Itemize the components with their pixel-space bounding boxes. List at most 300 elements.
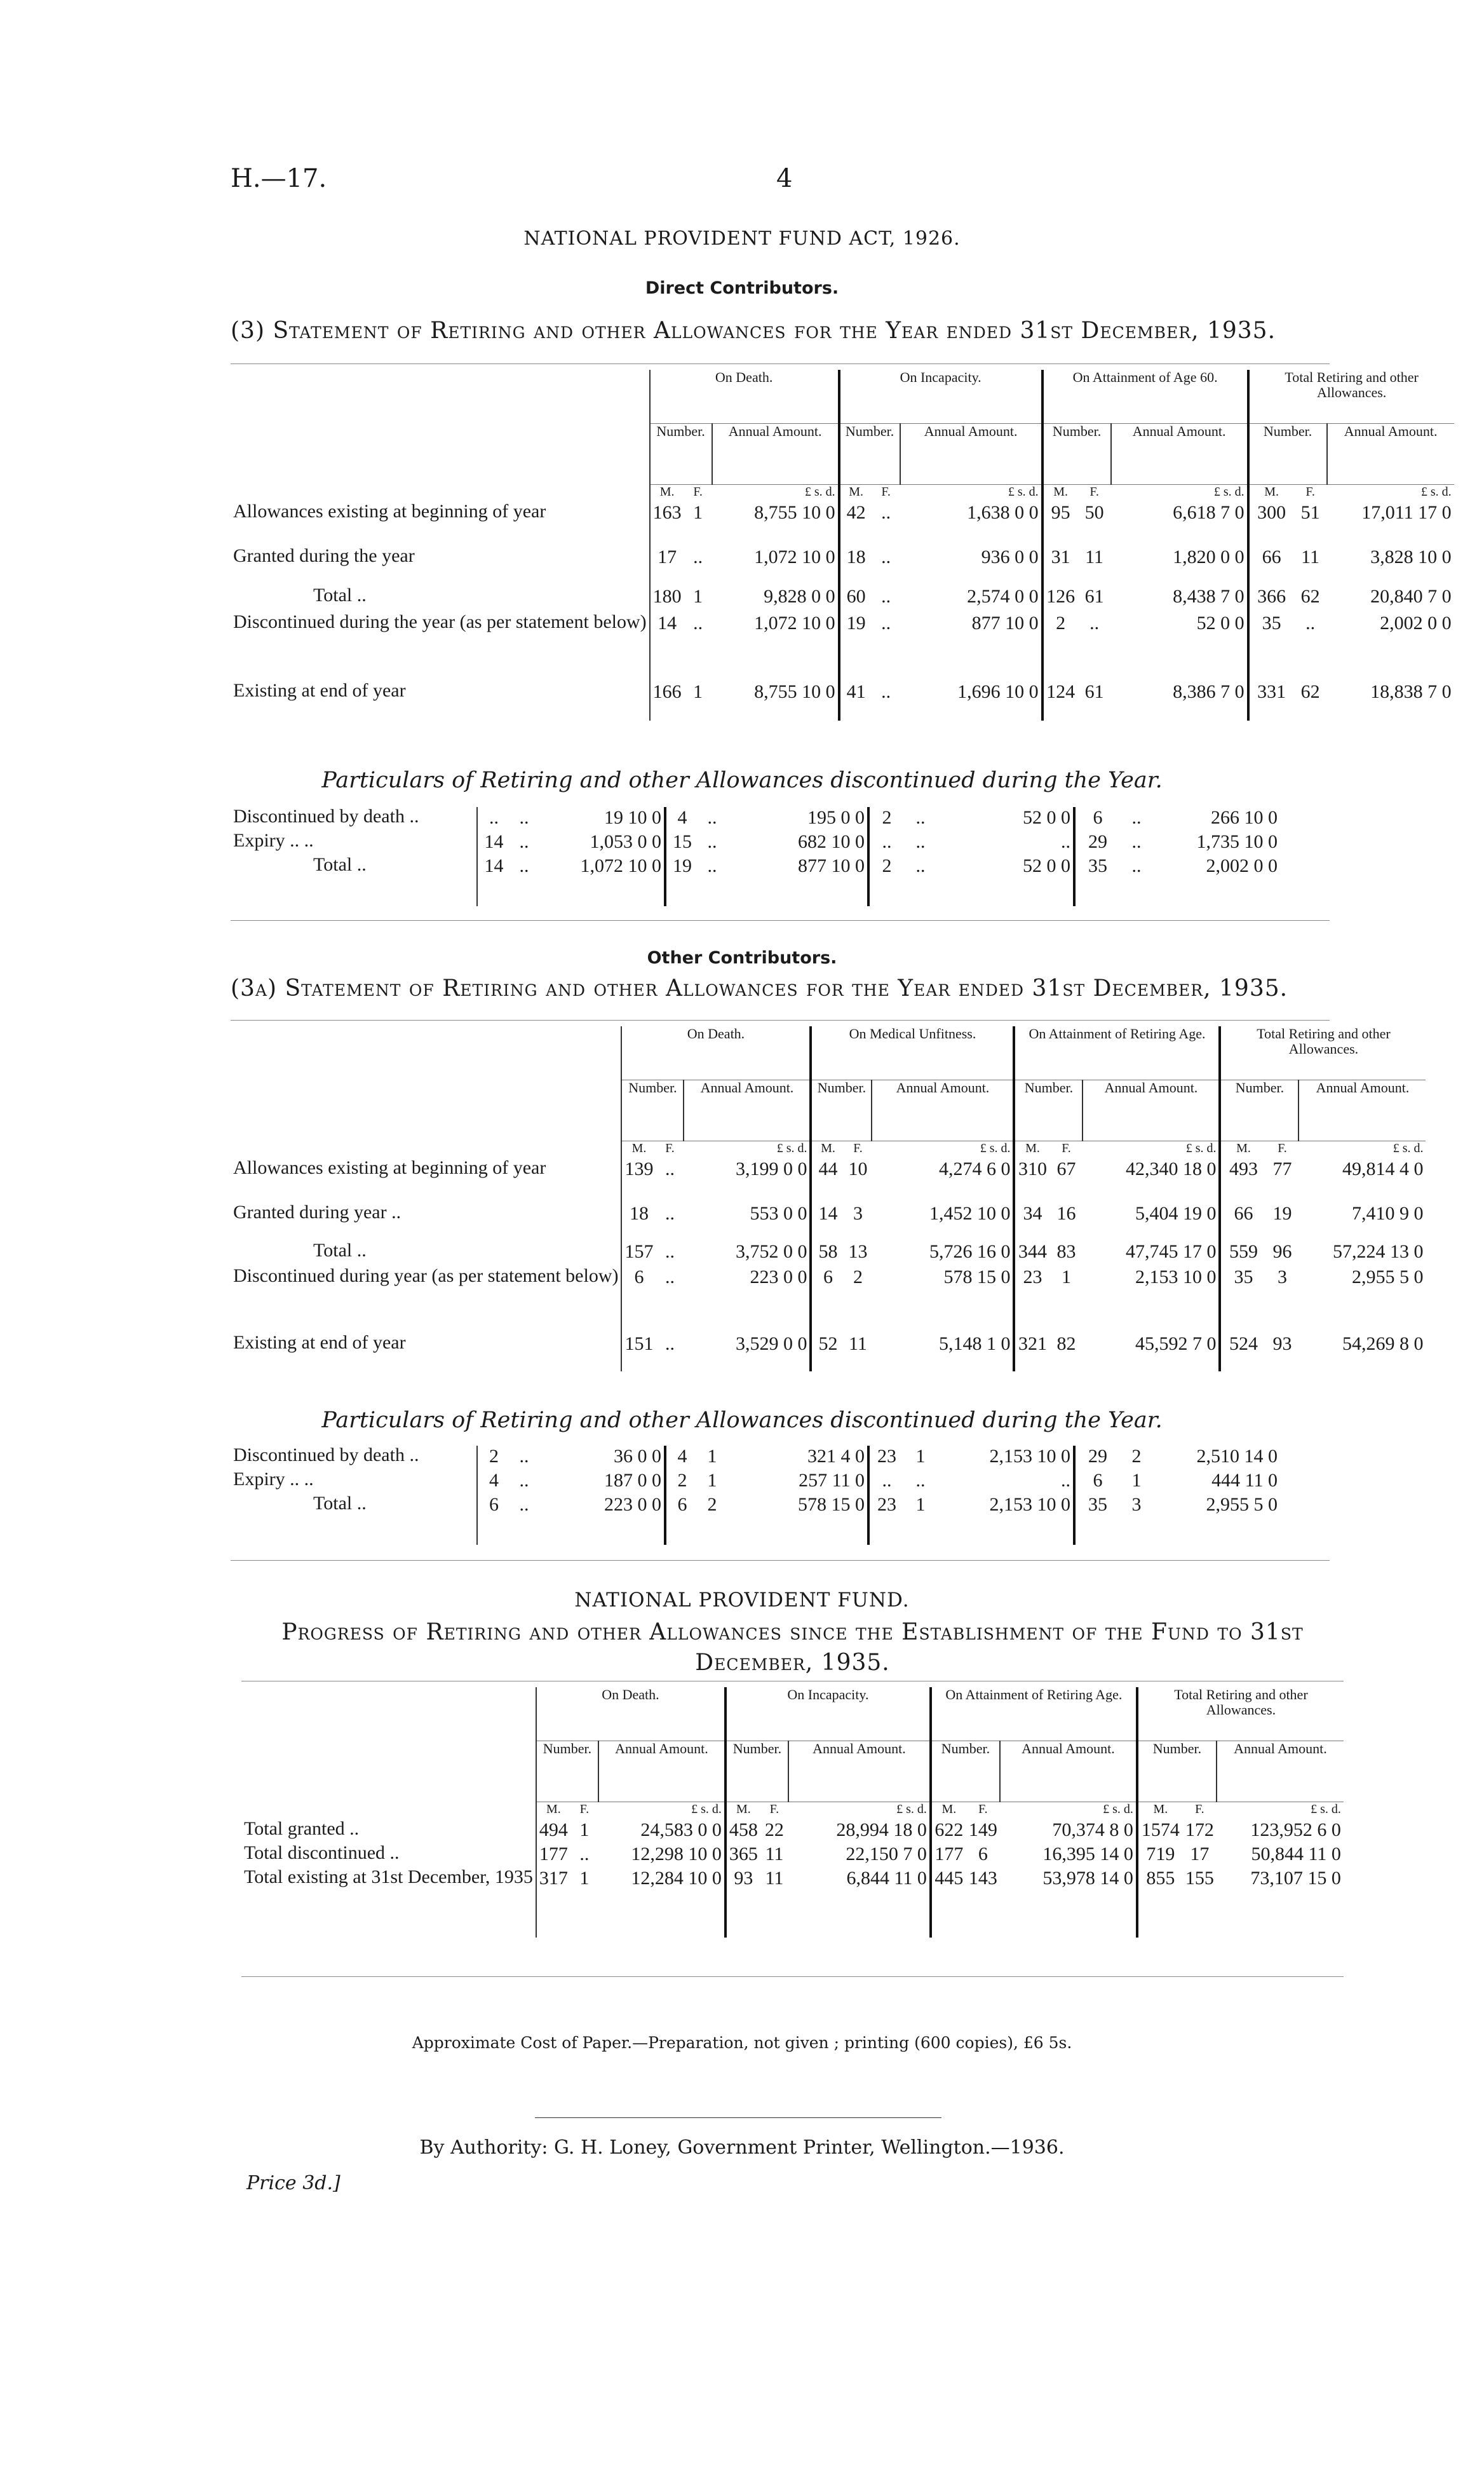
row-label: Discontinued by death .. — [233, 807, 419, 827]
section-subtitle: NATIONAL PROVIDENT FUND. — [574, 1589, 910, 1612]
male-count: 177 — [536, 1844, 570, 1868]
annual-amount: 52 0 0 — [1196, 613, 1245, 634]
female-count: .. — [664, 1158, 675, 1179]
female-count: .. — [519, 1494, 529, 1515]
number-header: Number. — [536, 1741, 598, 1802]
female-count: 51 — [1300, 502, 1320, 523]
row-label: Existing at end of year — [233, 681, 406, 701]
female-count: .. — [693, 547, 703, 567]
female-count: 1 — [915, 1494, 926, 1515]
column-group-header: On Death. — [650, 370, 839, 423]
male-count: 317 — [536, 1868, 570, 1938]
column-group-header: On Incapacity. — [725, 1687, 931, 1741]
female-count: 11 — [1085, 547, 1104, 567]
number-header: Number. — [1137, 1741, 1217, 1802]
annual-amount-header: Annual Amount. — [900, 423, 1042, 484]
female-count: 11 — [765, 1868, 784, 1889]
female-count: .. — [664, 1333, 675, 1354]
row-label: Discontinued during year (as per statement below) — [233, 1266, 619, 1286]
male-count: 23 — [868, 1494, 904, 1545]
annual-amount: 5,726 16 0 — [929, 1241, 1011, 1262]
annual-amount: 223 0 0 — [604, 1494, 661, 1515]
male-count: 6 — [1074, 807, 1120, 831]
row-label: Total .. — [313, 586, 367, 606]
unit-row-label — [241, 1802, 536, 1819]
annual-amount: 1,072 10 0 — [580, 855, 661, 876]
unit-male: M. — [1137, 1802, 1183, 1819]
female-count: 1 — [707, 1470, 717, 1491]
annual-amount: 266 10 0 — [1211, 807, 1278, 828]
female-count: 1 — [1131, 1470, 1142, 1491]
number-header: Number. — [621, 1080, 684, 1141]
unit-male: M. — [839, 484, 872, 502]
female-count: 62 — [1300, 681, 1320, 702]
unit-female: F. — [978, 1802, 988, 1816]
annual-amount-header: Annual Amount. — [872, 1080, 1014, 1141]
unit-lsd: £ s. d. — [1311, 1802, 1341, 1816]
male-count: 41 — [839, 681, 872, 721]
cost-note: Approximate Cost of Paper.—Preparation, not given ; printing (600 copies), £6 5s. — [412, 2034, 1072, 2052]
unit-female: F. — [1089, 484, 1099, 499]
female-count: 2 — [853, 1266, 863, 1287]
statement-title: (3a) Statement of Retiring and other Allowances for the Year ended 31st December, 1935. — [231, 975, 1288, 1002]
female-count: 17 — [1190, 1844, 1210, 1864]
annual-amount: 4,274 6 0 — [938, 1158, 1011, 1179]
annual-amount: 3,752 0 0 — [735, 1241, 807, 1262]
annual-amount: .. — [1061, 831, 1070, 852]
annual-amount: 3,199 0 0 — [735, 1158, 807, 1179]
annual-amount-header: Annual Amount. — [712, 423, 839, 484]
male-count: 34 — [1014, 1203, 1049, 1241]
row-label: Expiry .. .. — [233, 831, 314, 851]
unit-female: F. — [665, 1141, 675, 1155]
annual-amount: 45,592 7 0 — [1135, 1333, 1217, 1354]
unit-lsd: £ s. d. — [980, 1141, 1011, 1155]
statement-table — [231, 1026, 1426, 1371]
male-count: 445 — [931, 1868, 966, 1938]
male-count: 4 — [665, 807, 698, 831]
male-count: 559 — [1220, 1241, 1265, 1266]
female-count: .. — [693, 613, 703, 634]
annual-amount-header: Annual Amount. — [684, 1080, 811, 1141]
column-group-header: On Attainment of Retiring Age. — [1014, 1026, 1220, 1080]
female-count: .. — [1131, 855, 1142, 876]
annual-amount: 3,828 10 0 — [1370, 547, 1452, 567]
annual-amount-header: Annual Amount. — [1000, 1741, 1137, 1802]
row-label: Granted during the year — [233, 547, 415, 566]
annual-amount: 578 15 0 — [943, 1266, 1011, 1287]
female-count: 3 — [1277, 1266, 1287, 1287]
female-count: .. — [915, 855, 926, 876]
male-count: 44 — [811, 1158, 844, 1203]
column-group-header: On Death. — [536, 1687, 725, 1741]
unit-male: M. — [650, 484, 684, 502]
annual-amount: 5,148 1 0 — [938, 1333, 1011, 1354]
unit-male: M. — [811, 1141, 844, 1158]
female-count: .. — [1089, 613, 1100, 634]
statement-title: Progress of Retiring and other Allowances since the Establishment of the Fund to 31st December, 1935. — [281, 1619, 1304, 1676]
unit-lsd: £ s. d. — [776, 1141, 807, 1155]
annual-amount: 1,638 0 0 — [967, 502, 1039, 523]
female-count: .. — [881, 681, 891, 702]
annual-amount: 8,755 10 0 — [754, 681, 835, 702]
female-count: 83 — [1056, 1241, 1076, 1262]
male-count: 35 — [1074, 1494, 1120, 1545]
female-count: 82 — [1056, 1333, 1076, 1354]
statement-table — [241, 1687, 1344, 1938]
male-count: 95 — [1042, 502, 1078, 547]
annual-amount: 2,002 0 0 — [1380, 613, 1452, 634]
male-count: 365 — [725, 1844, 760, 1868]
female-count: .. — [881, 547, 891, 567]
particulars-table — [231, 807, 1281, 906]
column-group-header: Total Retiring and other Allowances. — [1220, 1026, 1426, 1080]
female-count: 67 — [1056, 1158, 1076, 1179]
female-count: 22 — [764, 1819, 784, 1840]
female-count: 1 — [579, 1819, 590, 1840]
female-count: 1 — [579, 1868, 590, 1889]
male-count: 6 — [811, 1266, 844, 1333]
female-count: 2 — [1131, 1446, 1142, 1467]
female-count: 61 — [1084, 586, 1104, 607]
male-count: 14 — [477, 855, 510, 906]
annual-amount: 3,529 0 0 — [735, 1333, 807, 1354]
annual-amount: 53,978 14 0 — [1042, 1868, 1133, 1889]
annual-amount: 223 0 0 — [750, 1266, 807, 1287]
male-count: 300 — [1248, 502, 1294, 547]
annual-amount: 22,150 7 0 — [846, 1844, 927, 1864]
row-label: Existing at end of year — [233, 1333, 406, 1353]
male-count: 23 — [1014, 1266, 1049, 1333]
female-count: 19 — [1272, 1203, 1292, 1224]
male-count: 2 — [868, 807, 904, 831]
male-count: .. — [868, 1470, 904, 1494]
annual-amount: 50,844 11 0 — [1251, 1844, 1341, 1864]
annual-amount-header: Annual Amount. — [1327, 423, 1454, 484]
annual-amount: 19 10 0 — [604, 807, 661, 828]
annual-amount: 52 0 0 — [1023, 855, 1070, 876]
unit-female: F. — [1305, 484, 1315, 499]
female-count: .. — [664, 1266, 675, 1287]
number-header: Number. — [811, 1080, 872, 1141]
annual-amount: 12,298 10 0 — [631, 1844, 722, 1864]
female-count: .. — [519, 855, 529, 876]
unit-female: F. — [579, 1802, 590, 1816]
unit-female: F. — [853, 1141, 863, 1155]
female-count: 172 — [1185, 1819, 1214, 1840]
male-count: 177 — [931, 1844, 966, 1868]
male-count: 6 — [1074, 1470, 1120, 1494]
annual-amount: 2,153 10 0 — [989, 1494, 1070, 1515]
annual-amount: 47,745 17 0 — [1125, 1241, 1217, 1262]
female-count: .. — [519, 807, 529, 828]
male-count: 458 — [725, 1819, 760, 1844]
female-count: .. — [579, 1844, 590, 1864]
unit-male: M. — [1042, 484, 1078, 502]
male-count: 93 — [725, 1868, 760, 1938]
annual-amount: 444 11 0 — [1211, 1470, 1278, 1491]
male-count: 15 — [665, 831, 698, 855]
page-number: 4 — [776, 164, 793, 193]
male-count: 344 — [1014, 1241, 1049, 1266]
annual-amount: 936 0 0 — [981, 547, 1039, 567]
column-group-header: Total Retiring and other Allowances. — [1137, 1687, 1344, 1741]
unit-female: F. — [1278, 1141, 1287, 1155]
male-count: 29 — [1074, 831, 1120, 855]
annual-amount: 195 0 0 — [807, 807, 865, 828]
annual-amount-header: Annual Amount. — [788, 1741, 931, 1802]
male-count: 18 — [621, 1203, 656, 1241]
male-count: 2 — [477, 1446, 510, 1470]
female-count: 11 — [849, 1333, 867, 1354]
unit-lsd: £ s. d. — [896, 1802, 927, 1816]
row-label: Total .. — [313, 1494, 367, 1514]
female-count: 10 — [848, 1158, 868, 1179]
male-count: .. — [868, 831, 904, 855]
annual-amount: 553 0 0 — [750, 1203, 807, 1224]
female-count: 1 — [707, 1446, 717, 1467]
printer-authority: By Authority: G. H. Loney, Government Printer, Wellington.—1936. — [419, 2136, 1065, 2159]
male-count: 1574 — [1137, 1819, 1183, 1844]
male-count: 2 — [665, 1470, 698, 1494]
female-count: .. — [707, 855, 717, 876]
female-count: .. — [519, 831, 529, 852]
male-count: 18 — [839, 547, 872, 586]
annual-amount: 8,755 10 0 — [754, 502, 835, 523]
page-reference: H.—17. — [231, 164, 327, 193]
statement-title: (3) Statement of Retiring and other Allowances for the Year ended 31st December, 1935. — [231, 318, 1276, 344]
annual-amount: 6,844 11 0 — [846, 1868, 927, 1889]
column-group-header: On Medical Unfitness. — [811, 1026, 1014, 1080]
male-count: 19 — [839, 613, 872, 681]
annual-amount: 9,828 0 0 — [764, 586, 835, 607]
female-count: 6 — [978, 1844, 988, 1864]
male-count: 157 — [621, 1241, 656, 1266]
number-header: Number. — [725, 1741, 788, 1802]
particulars-title: Particulars of Retiring and other Allowances discontinued during the Year. — [321, 768, 1163, 793]
male-count: 6 — [665, 1494, 698, 1545]
male-count: 6 — [621, 1266, 656, 1333]
number-header: Number. — [1220, 1080, 1298, 1141]
annual-amount-header: Annual Amount. — [598, 1741, 725, 1802]
unit-male: M. — [725, 1802, 760, 1819]
female-count: 1 — [1061, 1266, 1071, 1287]
annual-amount: 8,386 7 0 — [1173, 681, 1245, 702]
annual-amount: 1,072 10 0 — [754, 613, 835, 634]
annual-amount: 578 15 0 — [798, 1494, 865, 1515]
female-count: 96 — [1272, 1241, 1292, 1262]
male-count: 14 — [650, 613, 684, 681]
header-corner — [241, 1687, 536, 1802]
annual-amount: 54,269 8 0 — [1342, 1333, 1424, 1354]
number-header: Number. — [839, 423, 900, 484]
male-count: 139 — [621, 1158, 656, 1203]
statement-table — [231, 370, 1454, 721]
male-count: 19 — [665, 855, 698, 906]
female-count: .. — [915, 807, 926, 828]
male-count: 60 — [839, 586, 872, 613]
number-header: Number. — [1042, 423, 1111, 484]
female-count: .. — [915, 1470, 926, 1491]
annual-amount: 5,404 19 0 — [1135, 1203, 1217, 1224]
annual-amount: 877 10 0 — [798, 855, 865, 876]
female-count: 11 — [765, 1844, 784, 1864]
male-count: 29 — [1074, 1446, 1120, 1470]
column-group-header: On Incapacity. — [839, 370, 1042, 423]
annual-amount: 49,814 4 0 — [1342, 1158, 1424, 1179]
unit-lsd: £ s. d. — [804, 484, 835, 499]
female-count: .. — [707, 807, 717, 828]
annual-amount: 36 0 0 — [614, 1446, 661, 1467]
annual-amount: 123,952 6 0 — [1250, 1819, 1341, 1840]
male-count: 151 — [621, 1333, 656, 1371]
female-count: .. — [519, 1446, 529, 1467]
male-count: 2 — [868, 855, 904, 906]
number-header: Number. — [1248, 423, 1327, 484]
male-count: 17 — [650, 547, 684, 586]
row-label: Allowances existing at beginning of year — [233, 1158, 546, 1178]
annual-amount: 2,574 0 0 — [967, 586, 1039, 607]
unit-row-label — [231, 1141, 621, 1158]
row-label: Allowances existing at beginning of year — [233, 502, 546, 522]
annual-amount: 321 4 0 — [807, 1446, 865, 1467]
unit-male: M. — [621, 1141, 656, 1158]
female-count: 93 — [1272, 1333, 1292, 1354]
annual-amount: 12,284 10 0 — [631, 1868, 722, 1889]
annual-amount: 2,153 10 0 — [989, 1446, 1070, 1467]
annual-amount: 257 11 0 — [799, 1470, 865, 1491]
annual-amount: 2,153 10 0 — [1135, 1266, 1217, 1287]
annual-amount: 187 0 0 — [604, 1470, 661, 1491]
annual-amount: 1,696 10 0 — [957, 681, 1039, 702]
unit-lsd: £ s. d. — [1185, 1141, 1217, 1155]
act-title: NATIONAL PROVIDENT FUND ACT, 1926. — [523, 227, 961, 250]
unit-male: M. — [931, 1802, 966, 1819]
annual-amount: 73,107 15 0 — [1250, 1868, 1341, 1889]
male-count: 58 — [811, 1241, 844, 1266]
annual-amount: 52 0 0 — [1023, 807, 1070, 828]
male-count: 126 — [1042, 586, 1078, 613]
column-group-header: On Attainment of Age 60. — [1042, 370, 1248, 423]
male-count: 719 — [1137, 1844, 1183, 1868]
annual-amount: 28,994 18 0 — [836, 1819, 927, 1840]
annual-amount: 2,510 14 0 — [1196, 1446, 1278, 1467]
female-count: 1 — [693, 502, 703, 523]
annual-amount: 42,340 18 0 — [1125, 1158, 1217, 1179]
female-count: 61 — [1084, 681, 1104, 702]
female-count: 3 — [853, 1203, 863, 1224]
male-count: 524 — [1220, 1333, 1265, 1371]
row-label: Discontinued by death .. — [233, 1446, 419, 1465]
female-count: 1 — [915, 1446, 926, 1467]
annual-amount: 2,955 5 0 — [1206, 1494, 1278, 1515]
male-count: 14 — [477, 831, 510, 855]
female-count: 11 — [1301, 547, 1320, 567]
annual-amount: 2,002 0 0 — [1206, 855, 1278, 876]
female-count: .. — [1131, 807, 1142, 828]
annual-amount: 20,840 7 0 — [1370, 586, 1452, 607]
male-count: 6 — [477, 1494, 510, 1545]
row-label: Total existing at 31st December, 1935 — [244, 1868, 533, 1887]
unit-lsd: £ s. d. — [691, 1802, 722, 1816]
annual-amount: 1,735 10 0 — [1196, 831, 1278, 852]
female-count: .. — [707, 831, 717, 852]
annual-amount: 17,011 17 0 — [1361, 502, 1452, 523]
price: Price 3d.] — [246, 2172, 341, 2194]
male-count: 310 — [1014, 1158, 1049, 1203]
particulars-table — [231, 1446, 1281, 1545]
annual-amount: 70,374 8 0 — [1052, 1819, 1133, 1840]
male-count: 31 — [1042, 547, 1078, 586]
unit-male: M. — [1014, 1141, 1049, 1158]
annual-amount-header: Annual Amount. — [1111, 423, 1248, 484]
section-subtitle: Direct Contributors. — [645, 278, 839, 298]
annual-amount: 7,410 9 0 — [1351, 1203, 1424, 1224]
male-count: 493 — [1220, 1158, 1265, 1203]
annual-amount: 57,224 13 0 — [1332, 1241, 1424, 1262]
female-count: 149 — [968, 1819, 997, 1840]
male-count: 494 — [536, 1819, 570, 1844]
male-count: 163 — [650, 502, 684, 547]
number-header: Number. — [650, 423, 712, 484]
unit-lsd: £ s. d. — [1103, 1802, 1133, 1816]
column-group-header: On Death. — [621, 1026, 811, 1080]
male-count: 66 — [1248, 547, 1294, 586]
female-count: 143 — [968, 1868, 997, 1889]
male-count: 321 — [1014, 1333, 1049, 1371]
male-count: 66 — [1220, 1203, 1265, 1241]
annual-amount: 2,955 5 0 — [1351, 1266, 1424, 1287]
male-count: 42 — [839, 502, 872, 547]
female-count: 3 — [1131, 1494, 1142, 1515]
female-count: .. — [881, 613, 891, 634]
header-corner — [231, 1026, 621, 1141]
row-label: Expiry .. .. — [233, 1470, 314, 1490]
unit-row-label — [231, 484, 650, 502]
female-count: .. — [664, 1241, 675, 1262]
row-label: Discontinued during the year (as per statement below) — [233, 613, 647, 632]
annual-amount: 1,820 0 0 — [1173, 547, 1245, 567]
female-count: .. — [915, 831, 926, 852]
male-count: 35 — [1220, 1266, 1265, 1333]
annual-amount: 18,838 7 0 — [1370, 681, 1452, 702]
female-count: 16 — [1056, 1203, 1076, 1224]
annual-amount-header: Annual Amount. — [1083, 1080, 1220, 1141]
row-label: Granted during year .. — [233, 1203, 401, 1223]
annual-amount: 16,395 14 0 — [1042, 1844, 1133, 1864]
female-count: .. — [1305, 613, 1316, 634]
annual-amount: 682 10 0 — [798, 831, 865, 852]
unit-female: F. — [1195, 1802, 1204, 1816]
male-count: 23 — [868, 1446, 904, 1470]
female-count: 62 — [1300, 586, 1320, 607]
row-label: Total granted .. — [244, 1819, 360, 1839]
female-count: .. — [664, 1203, 675, 1224]
male-count: 166 — [650, 681, 684, 721]
female-count: 1 — [693, 586, 703, 607]
female-count: .. — [519, 1470, 529, 1491]
number-header: Number. — [931, 1741, 1000, 1802]
male-count: 35 — [1074, 855, 1120, 906]
header-corner — [231, 370, 650, 484]
female-count: 1 — [693, 681, 703, 702]
unit-lsd: £ s. d. — [1420, 484, 1452, 499]
male-count: 4 — [665, 1446, 698, 1470]
annual-amount: 877 10 0 — [971, 613, 1039, 634]
male-count: 855 — [1137, 1868, 1183, 1938]
female-count: .. — [1131, 831, 1142, 852]
female-count: 50 — [1084, 502, 1104, 523]
